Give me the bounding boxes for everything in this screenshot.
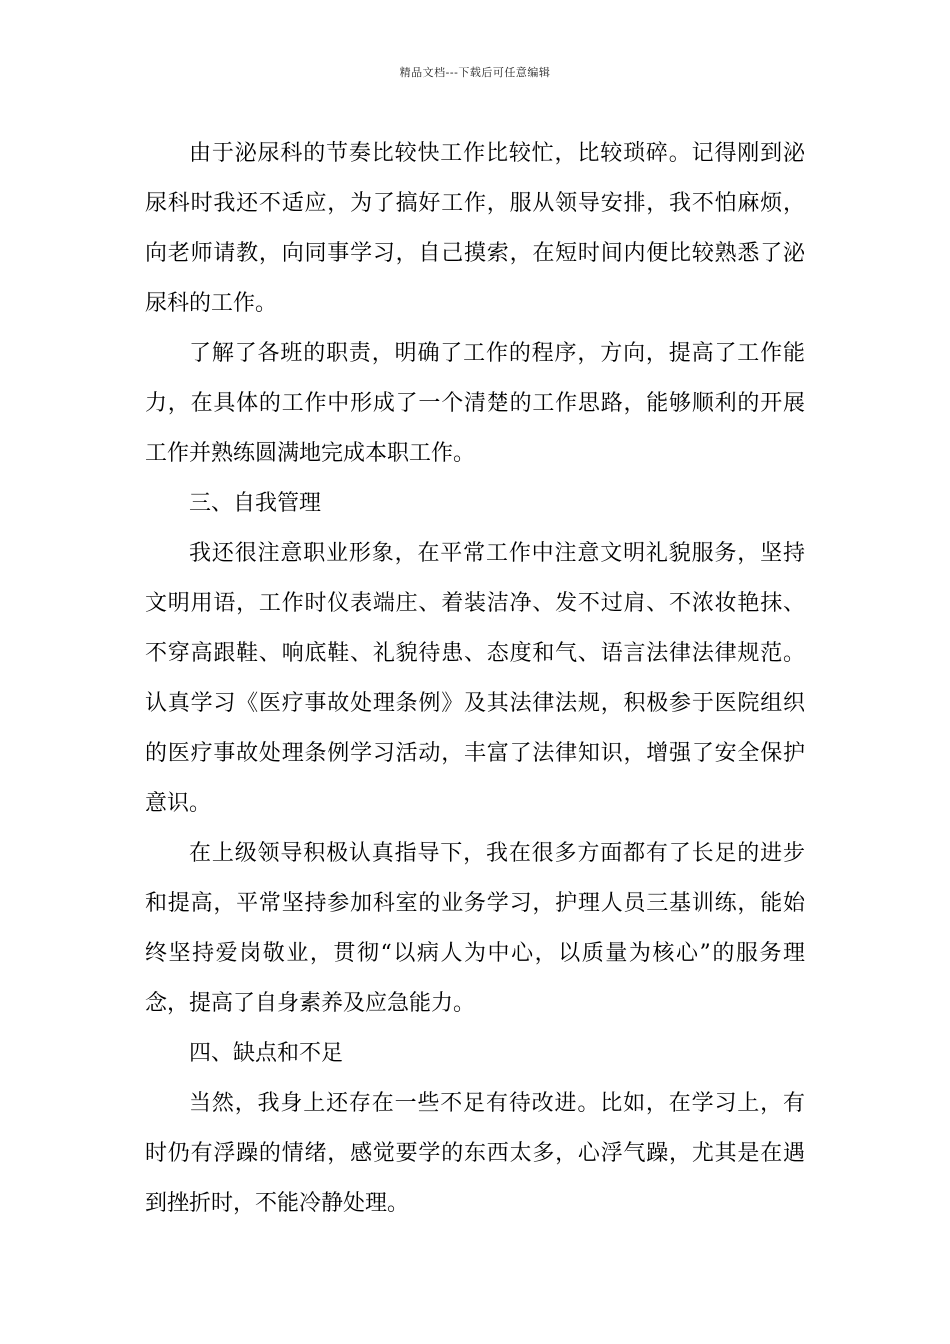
section-heading-text: 四、缺点和不足 — [189, 1041, 344, 1066]
text-line: 工作并熟练圆满地完成本职工作。 — [145, 441, 476, 466]
text-line: 的医疗事故处理条例学习活动，丰富了法律知识，增强了安全保护 — [145, 741, 805, 766]
paragraph — [145, 1079, 805, 1229]
text-line: 我还很注意职业形象，在平常工作中注意文明礼貌服务，坚持 — [189, 541, 805, 566]
paragraph — [145, 529, 805, 829]
text-line: 尿科时我还不适应，为了搞好工作，服从领导安排，我不怕麻烦， — [145, 191, 805, 216]
section-heading — [145, 479, 805, 529]
text-line: 不穿高跟鞋、响底鞋、礼貌待患、态度和气、语言法律法律规范。 — [145, 641, 805, 666]
document-body — [145, 129, 805, 1229]
text-line: 时仍有浮躁的情绪，感觉要学的东西太多，心浮气躁，尤其是在遇 — [145, 1141, 805, 1166]
text-line: 意识。 — [145, 791, 212, 816]
text-line: 和提高，平常坚持参加科室的业务学习，护理人员三基训练，能始 — [145, 891, 805, 916]
text-line: 终坚持爱岗敬业，贯彻“以病人为中心，以质量为核心”的服务理 — [145, 941, 805, 966]
paragraph — [145, 129, 805, 329]
text-line: 了解了各班的职责，明确了工作的程序，方向，提高了工作能 — [189, 341, 805, 366]
text-line: 念，提高了自身素养及应急能力。 — [145, 991, 476, 1016]
section-heading-text: 三、自我管理 — [189, 491, 322, 516]
page-header: 精品文档---下载后可任意编辑 — [399, 66, 551, 79]
text-line: 文明用语，工作时仪表端庄、着装洁净、发不过肩、不浓妆艳抹、 — [145, 591, 805, 616]
text-line: 当然，我身上还存在一些不足有待改进。比如，在学习上，有 — [189, 1091, 805, 1116]
paragraph — [145, 329, 805, 479]
section-heading — [145, 1029, 805, 1079]
paragraph — [145, 829, 805, 1029]
text-line: 认真学习《医疗事故处理条例》及其法律法规，积极参于医院组织 — [145, 691, 805, 716]
text-line: 力，在具体的工作中形成了一个清楚的工作思路，能够顺利的开展 — [145, 391, 805, 416]
text-line: 在上级领导积极认真指导下，我在很多方面都有了长足的进步 — [189, 841, 805, 866]
text-line: 到挫折时，不能冷静处理。 — [145, 1191, 410, 1216]
text-line: 由于泌尿科的节奏比较快工作比较忙，比较琐碎。记得刚到泌 — [189, 141, 805, 166]
text-line: 向老师请教，向同事学习，自己摸索，在短时间内便比较熟悉了泌 — [145, 241, 805, 266]
text-line: 尿科的工作。 — [145, 291, 278, 316]
